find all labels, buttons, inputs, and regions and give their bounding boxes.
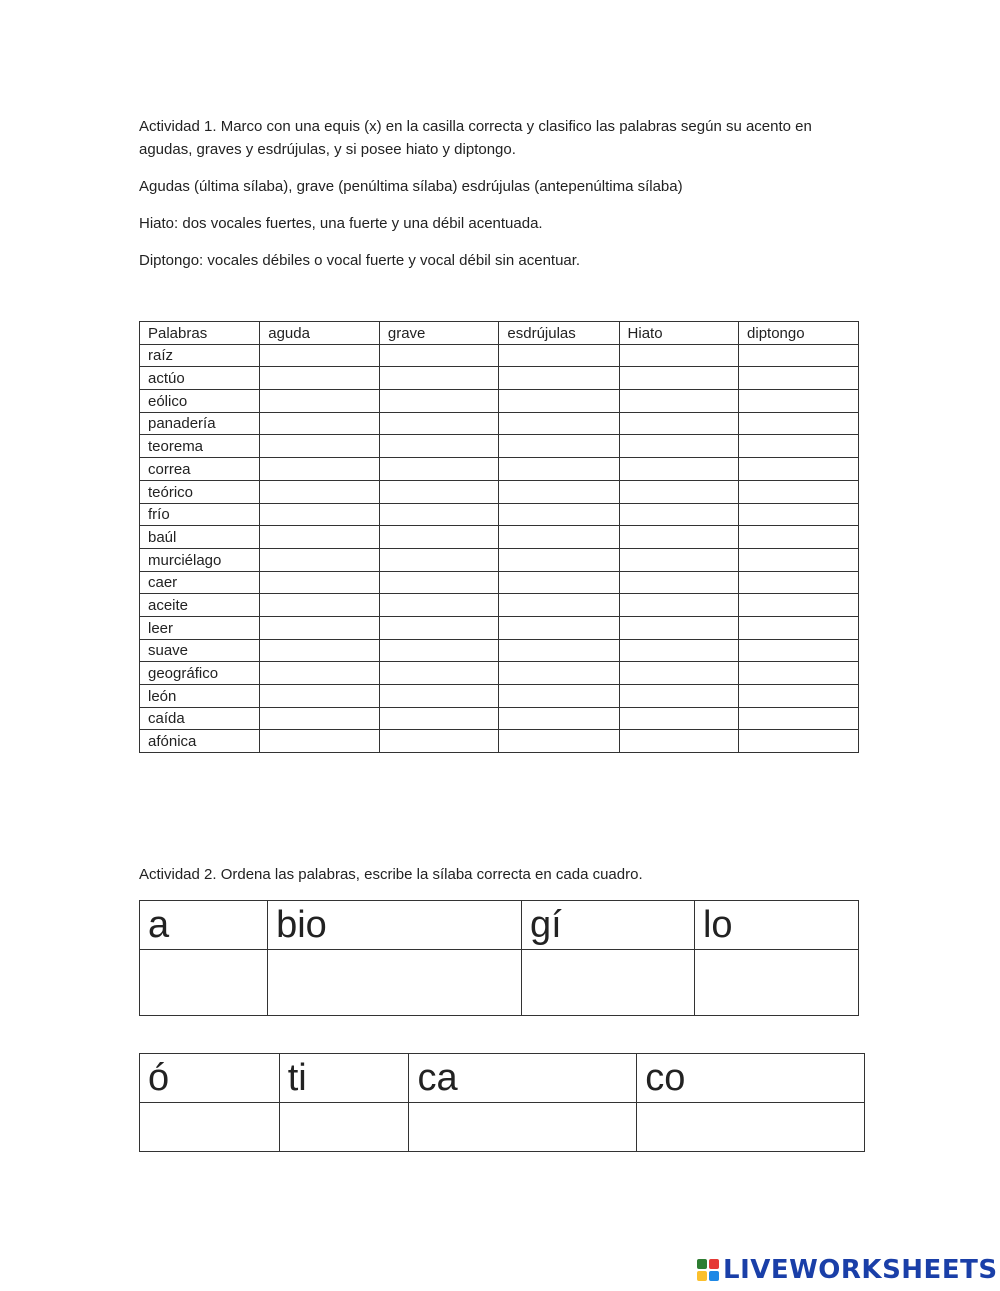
checkbox-cell[interactable] [499,730,619,753]
table-row [140,548,859,571]
table-row [140,571,859,594]
checkbox-cell[interactable] [379,548,499,571]
answer-cell[interactable] [279,1103,409,1152]
checkbox-cell[interactable] [499,526,619,549]
accent-types-definition: Agudas (última sílaba), grave (penúltima sílaba) esdrújulas (antepenúltima sílaba) [139,178,683,195]
checkbox-cell[interactable] [739,594,859,617]
liveworksheets-logo [697,1254,998,1286]
syllable-table-1 [139,900,859,1016]
checkbox-cell[interactable] [499,548,619,571]
checkbox-cell[interactable] [260,526,380,549]
word-cell: teorema [140,435,260,458]
word-cell: teórico [140,480,260,503]
checkbox-cell[interactable] [260,616,380,639]
table-row [140,390,859,413]
checkbox-cell[interactable] [260,707,380,730]
checkbox-cell[interactable] [260,571,380,594]
checkbox-cell[interactable] [499,412,619,435]
syllable-cell: ca [409,1054,637,1103]
checkbox-cell[interactable] [499,390,619,413]
checkbox-cell[interactable] [619,526,738,549]
answer-cell[interactable] [694,950,858,1016]
checkbox-cell[interactable] [499,616,619,639]
checkbox-cell[interactable] [619,412,738,435]
checkbox-cell[interactable] [619,594,738,617]
table-row [140,458,859,481]
checkbox-cell[interactable] [260,435,380,458]
checkbox-cell[interactable] [499,435,619,458]
checkbox-cell[interactable] [619,458,738,481]
checkbox-cell[interactable] [379,571,499,594]
checkbox-cell[interactable] [379,480,499,503]
header-palabras: Palabras [140,322,260,345]
checkbox-cell[interactable] [499,367,619,390]
checkbox-cell[interactable] [379,458,499,481]
syllable-cell: ti [279,1054,409,1103]
syllable-table-2 [139,1053,865,1152]
table-row [140,344,859,367]
hiato-definition: Hiato: dos vocales fuertes, una fuerte y una débil acentuada. [139,215,543,232]
checkbox-cell[interactable] [619,707,738,730]
checkbox-cell[interactable] [499,707,619,730]
checkbox-cell[interactable] [379,685,499,708]
checkbox-cell[interactable] [260,458,380,481]
word-cell: raíz [140,344,260,367]
activity2-instructions: Actividad 2. Ordena las palabras, escribe la sílaba correcta en cada cuadro. [139,866,643,883]
logo-mark-icon [697,1259,719,1281]
checkbox-cell[interactable] [260,685,380,708]
checkbox-cell[interactable] [619,390,738,413]
checkbox-cell[interactable] [499,480,619,503]
logo-text: LIVEWORKSHEETS [723,1255,998,1285]
word-cell: panadería [140,412,260,435]
table-row [140,435,859,458]
checkbox-cell[interactable] [379,344,499,367]
checkbox-cell[interactable] [260,548,380,571]
checkbox-cell[interactable] [379,730,499,753]
checkbox-cell[interactable] [260,412,380,435]
word-cell: leer [140,616,260,639]
checkbox-cell[interactable] [260,344,380,367]
syllable-cell: ó [140,1054,280,1103]
table-row [140,367,859,390]
syllable-cell: co [637,1054,865,1103]
checkbox-cell[interactable] [379,639,499,662]
checkbox-cell[interactable] [379,526,499,549]
checkbox-cell[interactable] [619,548,738,571]
checkbox-cell[interactable] [739,412,859,435]
checkbox-cell[interactable] [379,503,499,526]
table-row [140,526,859,549]
checkbox-cell[interactable] [499,344,619,367]
checkbox-cell[interactable] [739,571,859,594]
checkbox-cell[interactable] [739,367,859,390]
table-row [140,707,859,730]
checkbox-cell[interactable] [739,480,859,503]
answer-cell[interactable] [409,1103,637,1152]
table-row [140,639,859,662]
checkbox-cell[interactable] [739,458,859,481]
word-cell: león [140,685,260,708]
syllable-cell: a [140,901,268,950]
checkbox-cell[interactable] [379,594,499,617]
checkbox-cell[interactable] [499,503,619,526]
checkbox-cell[interactable] [739,662,859,685]
table-row [140,685,859,708]
word-cell: geográfico [140,662,260,685]
word-cell: actúo [140,367,260,390]
word-cell: murciélago [140,548,260,571]
word-cell: suave [140,639,260,662]
table-row [140,730,859,753]
header-aguda: aguda [260,322,380,345]
checkbox-cell[interactable] [739,707,859,730]
checkbox-cell[interactable] [619,344,738,367]
checkbox-cell[interactable] [619,685,738,708]
checkbox-cell[interactable] [260,480,380,503]
checkbox-cell[interactable] [260,503,380,526]
header-diptongo: diptongo [739,322,859,345]
checkbox-cell[interactable] [260,367,380,390]
logo-square [709,1271,719,1281]
checkbox-cell[interactable] [619,639,738,662]
word-cell: caer [140,571,260,594]
table-row [140,594,859,617]
checkbox-cell[interactable] [619,616,738,639]
checkbox-cell[interactable] [739,548,859,571]
word-cell: correa [140,458,260,481]
checkbox-cell[interactable] [619,503,738,526]
checkbox-cell[interactable] [739,344,859,367]
word-cell: aceite [140,594,260,617]
checkbox-cell[interactable] [379,435,499,458]
logo-square [697,1259,707,1269]
checkbox-cell[interactable] [619,571,738,594]
checkbox-cell[interactable] [499,458,619,481]
checkbox-cell[interactable] [260,594,380,617]
checkbox-cell[interactable] [499,639,619,662]
word-cell: eólico [140,390,260,413]
checkbox-cell[interactable] [739,503,859,526]
checkbox-cell[interactable] [379,390,499,413]
checkbox-cell[interactable] [619,480,738,503]
checkbox-cell[interactable] [739,616,859,639]
checkbox-cell[interactable] [739,435,859,458]
activity1-instructions: Actividad 1. Marco con una equis (x) en la casilla correcta y clasifico las palabras según su acento en agudas, graves y esdrújulas, y si posee hiato y diptongo. [139,118,812,158]
checkbox-cell[interactable] [739,390,859,413]
checkbox-cell[interactable] [499,571,619,594]
logo-square [697,1271,707,1281]
checkbox-cell[interactable] [619,367,738,390]
word-cell: frío [140,503,260,526]
checkbox-cell[interactable] [260,662,380,685]
table-row [140,412,859,435]
logo-square [709,1259,719,1269]
word-cell: caída [140,707,260,730]
diptongo-definition: Diptongo: vocales débiles o vocal fuerte y vocal débil sin acentuar. [139,252,581,269]
checkbox-cell[interactable] [260,730,380,753]
checkbox-cell[interactable] [739,526,859,549]
table-row [140,480,859,503]
checkbox-cell[interactable] [739,639,859,662]
table-row [140,616,859,639]
table-row [140,662,859,685]
word-cell: baúl [140,526,260,549]
checkbox-cell[interactable] [260,390,380,413]
answer-cell[interactable] [268,950,522,1016]
answer-cell[interactable] [140,950,268,1016]
table-row [140,503,859,526]
word-cell: afónica [140,730,260,753]
checkbox-cell[interactable] [619,662,738,685]
syllable-cell: bio [268,901,522,950]
syllable-cell: gí [521,901,694,950]
answer-cell[interactable] [140,1103,280,1152]
checkbox-cell[interactable] [739,730,859,753]
answer-cell[interactable] [521,950,694,1016]
header-hiato: Hiato [619,322,738,345]
table-header-row [140,322,859,345]
checkbox-cell[interactable] [260,639,380,662]
checkbox-cell[interactable] [619,435,738,458]
checkbox-cell[interactable] [379,707,499,730]
answer-cell[interactable] [637,1103,865,1152]
checkbox-cell[interactable] [499,594,619,617]
checkbox-cell[interactable] [499,662,619,685]
checkbox-cell[interactable] [379,367,499,390]
classification-table [139,321,859,753]
header-grave: grave [379,322,499,345]
syllable-cell: lo [694,901,858,950]
checkbox-cell[interactable] [619,730,738,753]
checkbox-cell[interactable] [379,412,499,435]
header-esdrujulas: esdrújulas [499,322,619,345]
checkbox-cell[interactable] [499,685,619,708]
checkbox-cell[interactable] [379,662,499,685]
checkbox-cell[interactable] [379,616,499,639]
checkbox-cell[interactable] [739,685,859,708]
